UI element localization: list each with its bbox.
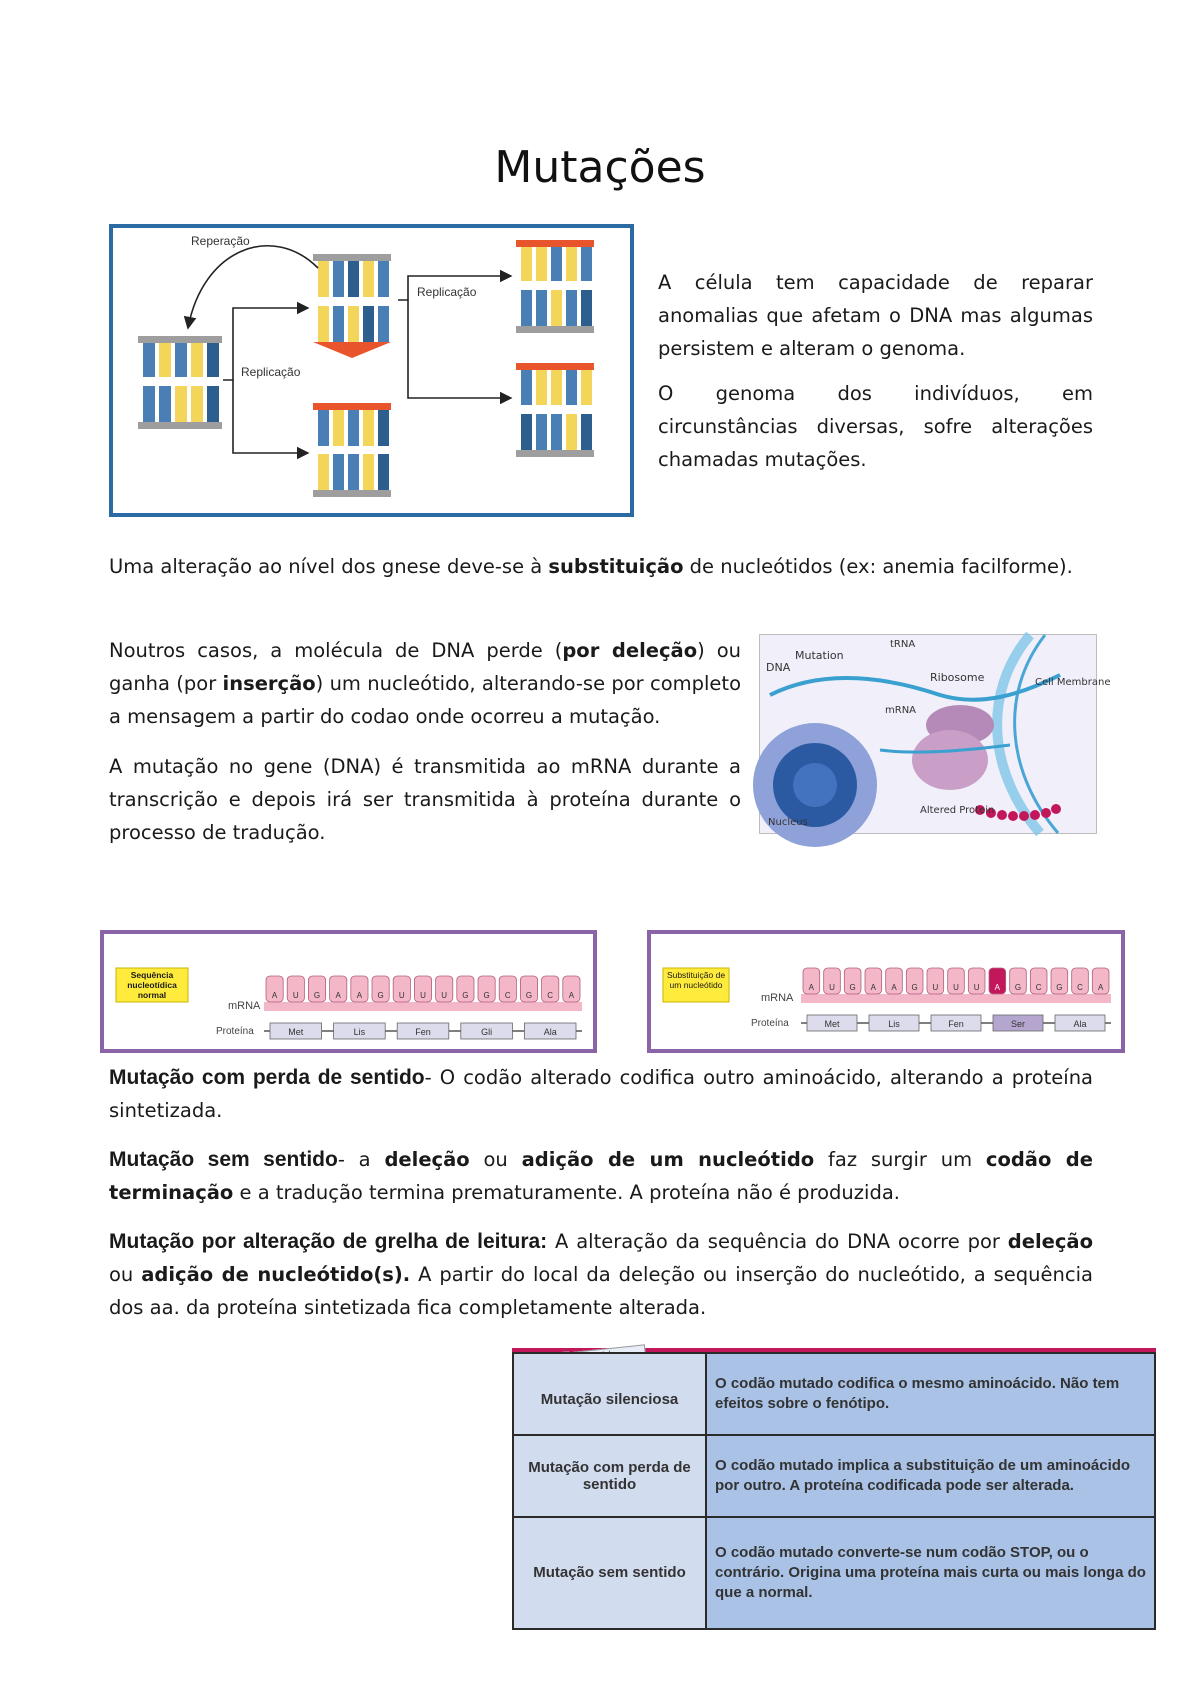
substitution-base-letter: U [973, 983, 980, 992]
substitution-amino-acid [807, 1015, 857, 1031]
def2-bold-2: adição de um nucleótido [521, 1148, 815, 1171]
def3-bold-1: deleção [1007, 1230, 1093, 1253]
deletion-text-1: Noutros casos, a molécula de DNA perde ( [109, 639, 563, 662]
def3-text-1: A alteração da sequência do DNA ocorre por [547, 1230, 1008, 1253]
normal-base [330, 976, 347, 1002]
substitution-amino-acid [1055, 1015, 1105, 1031]
substitution-base-letter: U [829, 983, 835, 992]
cell-label-mrna: mRNA [885, 705, 917, 716]
cell-label-ribosome: Ribosome [930, 671, 985, 684]
substitution-amino-acid-label: Met [824, 1019, 840, 1029]
normal-base [393, 976, 410, 1002]
substitution-base [989, 968, 1006, 994]
normal-base [563, 976, 580, 1002]
normal-base [287, 976, 304, 1002]
intro-paragraph-1: A célula tem capacidade de reparar anomalias que afetam o DNA mas algumas persistem e alteram o genoma. [658, 271, 1093, 360]
normal-amino-acid [270, 1023, 322, 1039]
substitution-sequence-diagram [651, 934, 1121, 1049]
normal-base [478, 976, 495, 1002]
substitution-base [1072, 968, 1089, 994]
table-type-cell: Mutação sem sentido [513, 1517, 706, 1629]
normal-base-letter: C [504, 991, 511, 1000]
dna-middle-top [313, 254, 391, 358]
table-desc-cell: O codão mutado converte-se num codão STOP, ou o contrário. Origina uma proteína mais curta ou mais longa do que a normal. [706, 1517, 1155, 1629]
substitution-base [886, 968, 903, 994]
normal-base [436, 976, 453, 1002]
normal-amino-acid [524, 1023, 576, 1039]
definition-term-2: Mutação sem sentido [109, 1148, 338, 1171]
substitution-base-letter: A [808, 983, 815, 992]
substitution-sequence-figure [647, 930, 1125, 1053]
def3-text-3: A partir do local da deleção ou inserção do nucleótido, a sequência dos aa. da proteína sintetizada fica completamente alterada. [109, 1263, 1093, 1319]
normal-base-letter: U [398, 991, 405, 1000]
normal-base-letter: A [568, 991, 575, 1000]
substitution-base [1092, 968, 1109, 994]
table-type-cell: Mutação silenciosa [513, 1353, 706, 1435]
dna-right-top [516, 240, 594, 333]
replication-arrow-bottom-right [408, 300, 511, 398]
deletion-paragraph [109, 634, 741, 733]
normal-protein-label: Proteína [216, 1026, 254, 1037]
normal-base [372, 976, 389, 1002]
label-repair: Reperação [191, 234, 250, 248]
normal-amino-acid-label: Fen [415, 1027, 431, 1037]
label-replication-b: Replicação [417, 285, 477, 299]
substitution-base [1010, 968, 1027, 994]
substitution-base-letter: G [1014, 983, 1022, 992]
normal-base-letter: U [420, 991, 426, 1000]
substitution-amino-acid [993, 1015, 1043, 1031]
definition-text-1: - O codão alterado codifica outro aminoácido, alterando a proteína sintetizada. [109, 1066, 1094, 1122]
substitution-base-letter: G [1056, 983, 1063, 992]
dna-repair-diagram [113, 228, 630, 513]
normal-base-letter: A [271, 991, 278, 1000]
deletion-term: por deleção [562, 639, 698, 662]
def2-bold-1: deleção [384, 1148, 470, 1171]
normal-base-letter: G [525, 991, 533, 1000]
substitution-base [1051, 968, 1068, 994]
mutation-types-table [512, 1352, 1156, 1630]
normal-amino-acid [461, 1023, 513, 1039]
substitution-term: substituição [548, 555, 684, 578]
definition-loss-of-sense [109, 1061, 1093, 1127]
substitution-amino-acid-label: Fen [948, 1019, 964, 1029]
table-type-cell: Mutação com perda de sentido [513, 1435, 706, 1517]
def2-text-1: - a [337, 1148, 385, 1171]
substitution-mrna-strand [801, 994, 1111, 1003]
table-row [513, 1353, 1155, 1435]
normal-base [351, 976, 368, 1002]
normal-base-letter: G [483, 991, 490, 1000]
substitution-base [803, 968, 820, 994]
table-desc-cell: O codão mutado implica a substituição de um aminoácido por outro. A proteína codificada pode ser alterada. [706, 1435, 1155, 1517]
substitution-base [927, 968, 944, 994]
substitution-text-b: de nucleótidos (ex: anemia facilforme). [683, 555, 1073, 578]
substitution-protein-label: Proteína [751, 1018, 789, 1029]
dna-middle-bottom [313, 403, 391, 497]
substitution-base-letter: U [953, 983, 959, 992]
normal-base [499, 976, 516, 1002]
substitution-base-letter: A [994, 983, 1001, 992]
substitution-mrna-label: mRNA [761, 992, 794, 1004]
def2-text-2: ou [469, 1148, 522, 1171]
definition-nonsense [109, 1143, 1093, 1209]
substitution-base-letter: C [1035, 983, 1042, 992]
substitution-paragraph [109, 550, 1093, 583]
normal-base-letter: A [356, 991, 363, 1000]
dna-left [138, 336, 222, 429]
substitution-base-letter: G [849, 983, 856, 992]
normal-badge: Sequência nucleotídica normal [127, 970, 177, 1000]
definition-term-1: Mutação com perda de sentido [109, 1066, 425, 1089]
normal-amino-acid [397, 1023, 449, 1039]
substitution-base [968, 968, 985, 994]
substitution-base-letter: G [911, 983, 918, 992]
normal-base-letter: U [441, 991, 448, 1000]
intro-text [658, 266, 1093, 476]
normal-base-letter: A [335, 991, 341, 1000]
def3-bold-2: adição de nucleótido(s). [141, 1263, 411, 1286]
substitution-base-letter: A [870, 983, 877, 992]
def2-text-3: faz surgir um [814, 1148, 986, 1171]
mutation-types-table-figure [512, 1348, 1156, 1634]
substitution-amino-acid-label: Ser [1010, 1019, 1026, 1029]
substitution-base [1030, 968, 1047, 994]
cell-label-dna: DNA [766, 661, 791, 674]
substitution-text-a: Uma alteração ao nível dos gnese deve-se à [109, 555, 549, 578]
cell-label-membrane: Cell Membrane [1035, 677, 1111, 688]
page-title: Mutações [494, 142, 706, 193]
label-replication-a: Replicação [241, 365, 301, 379]
substitution-base-letter: A [1097, 983, 1104, 992]
normal-mrna-label: mRNA [228, 1000, 261, 1012]
substitution-base-letter: U [932, 983, 939, 992]
normal-base-letter: G [462, 991, 469, 1000]
normal-base [542, 976, 559, 1002]
substitution-base [865, 968, 882, 994]
table-row [513, 1517, 1155, 1629]
intro-paragraph-2: O genoma dos indivíduos, em circunstâncias diversas, sofre alterações chamadas mutações. [658, 382, 1093, 471]
definition-term-3: Mutação por alteração de grelha de leitura: [109, 1230, 548, 1253]
dna-right-bottom [516, 363, 594, 457]
normal-base [308, 976, 325, 1002]
repair-arrow [188, 246, 318, 328]
substitution-base [906, 968, 923, 994]
substitution-base [948, 968, 965, 994]
normal-sequence-diagram [104, 934, 593, 1049]
substitution-base-letter: C [1077, 983, 1083, 992]
transmission-paragraph: A mutação no gene (DNA) é transmitida ao mRNA durante a transcrição e depois irá ser transmitida à proteína durante o processo de tradução. [109, 755, 741, 844]
normal-base-letter: C [547, 991, 554, 1000]
replication-arrow-down [233, 380, 308, 453]
normal-base [414, 976, 431, 1002]
normal-sequence-figure [100, 930, 597, 1053]
normal-base-letter: G [377, 991, 384, 1000]
substitution-amino-acid-label: Lis [888, 1019, 900, 1029]
substitution-amino-acid [931, 1015, 981, 1031]
cell-label-altered-protein: Altered Protein [920, 805, 995, 816]
substitution-badge: Substituição de um nucleótido [666, 970, 726, 990]
substitution-base [844, 968, 861, 994]
substitution-amino-acid-label: Ala [1073, 1019, 1087, 1029]
table-desc-cell: O codão mutado codifica o mesmo aminoácido. Não tem efeitos sobre o fenótipo. [706, 1353, 1155, 1435]
normal-amino-acid-label: Lis [353, 1027, 366, 1037]
insertion-term: inserção [222, 672, 316, 695]
table-row [513, 1435, 1155, 1517]
normal-base [520, 976, 537, 1002]
deletion-text-2: ) ou ganha (por [109, 639, 741, 695]
definition-frameshift [109, 1225, 1093, 1324]
def2-text-4: e a tradução termina prematuramente. A proteína não é produzida. [233, 1181, 900, 1204]
substitution-base [824, 968, 841, 994]
normal-amino-acid-label: Ala [543, 1027, 557, 1037]
normal-amino-acid [334, 1023, 386, 1039]
cell-mutation-figure [759, 634, 1111, 834]
normal-base [266, 976, 283, 1002]
normal-base [457, 976, 474, 1002]
normal-mrna-strand [264, 1002, 582, 1011]
cell-label-nucleus: Nucleus [768, 817, 808, 828]
deletion-block [109, 634, 741, 849]
cell-label-mutation: Mutation [795, 649, 844, 662]
dna-repair-figure [109, 224, 634, 517]
substitution-amino-acid [869, 1015, 919, 1031]
normal-base-letter: U [292, 991, 299, 1000]
def2-bold-3: codão de terminação [109, 1148, 1093, 1204]
cell-mutation-diagram [760, 635, 1111, 833]
normal-amino-acid-label: Met [288, 1027, 304, 1037]
deletion-text-3: ) um nucleótido, alterando-se por completo a mensagem a partir do codao onde ocorreu a mutação. [109, 672, 742, 728]
normal-base-letter: G [313, 991, 321, 1000]
cell-label-trna: tRNA [890, 639, 916, 650]
definitions [109, 1061, 1093, 1324]
def3-text-2: ou [109, 1263, 142, 1286]
substitution-base-letter: A [891, 983, 897, 992]
normal-amino-acid-label: Gli [481, 1027, 493, 1037]
